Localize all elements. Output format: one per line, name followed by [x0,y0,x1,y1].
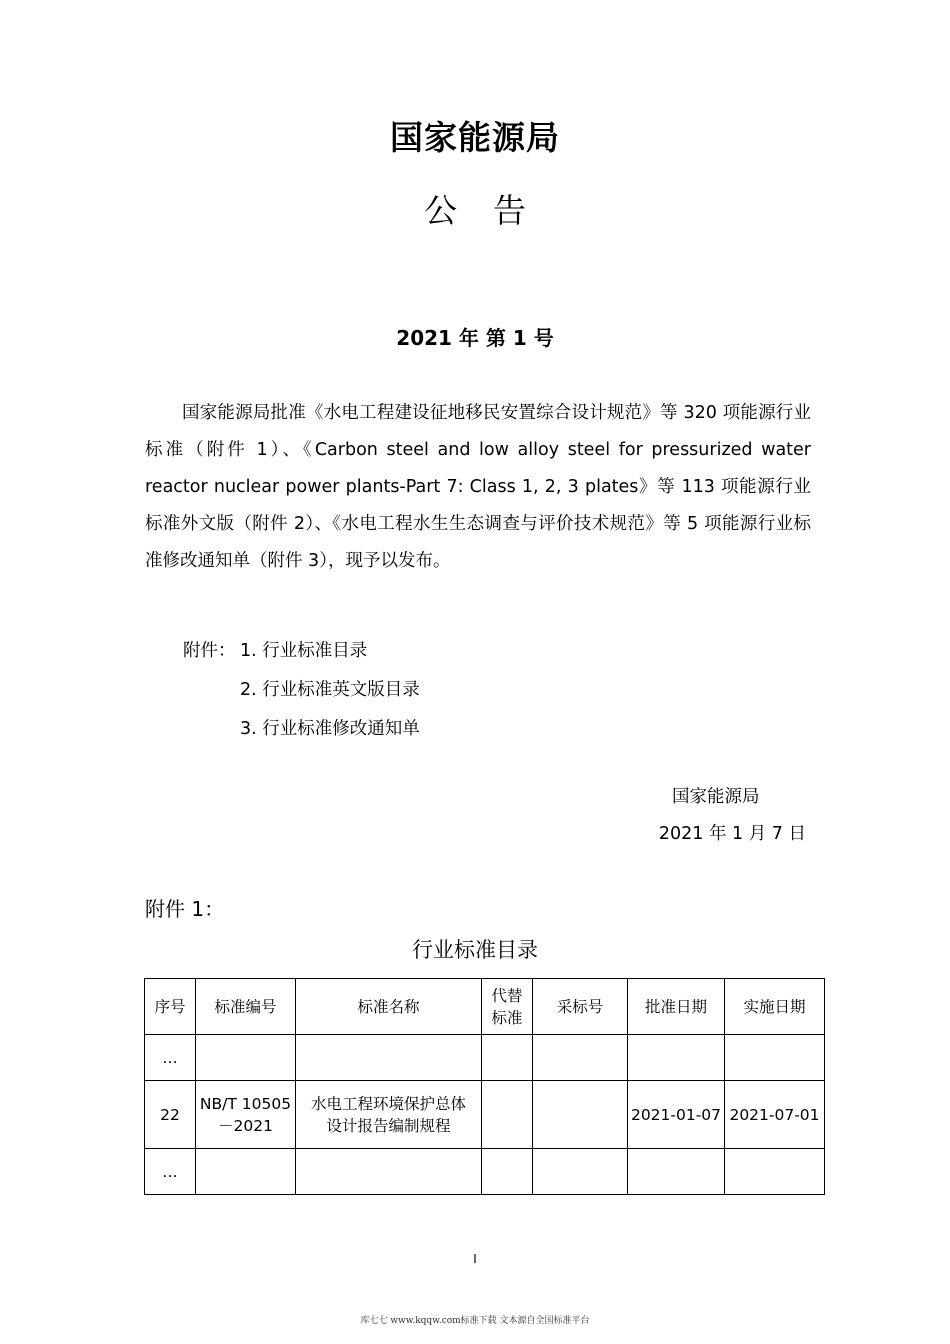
attachment-item-2: 2. 行业标准英文版目录 [240,680,420,700]
attachment-item-1: 1. 行业标准目录 [240,641,368,661]
col-header-approve: 批准日期 [628,979,725,1035]
col-header-seq: 序号 [145,979,196,1035]
col-header-name: 标准名称 [296,979,482,1035]
standards-list-title: 行业标准目录 [412,938,538,962]
annex-title: 附件 1： [145,897,225,921]
doc-type-title: 公告 [424,191,562,230]
cell-seq: … [145,1149,196,1195]
table-row [145,1081,825,1149]
table-row [145,1149,825,1195]
cell-seq: 22 [145,1081,196,1149]
doc-number: 2021 年 第 1 号 [396,326,554,350]
col-header-effective: 实施日期 [725,979,825,1035]
cell-name [296,1149,482,1195]
cell-replace [482,1081,533,1149]
attachment-item-3: 3. 行业标准修改通知单 [240,719,420,739]
table-header-row [145,979,825,1035]
cell-code: NB/T 10505－2021 [196,1081,296,1149]
cell-replace [482,1035,533,1081]
cell-code [196,1149,296,1195]
attachments-label: 附件： [183,641,236,661]
cell-effective [725,1149,825,1195]
page-number: I [473,1252,477,1266]
cell-adopt [533,1149,628,1195]
cell-adopt [533,1035,628,1081]
table-row [145,1035,825,1081]
cell-effective: 2021-07-01 [725,1081,825,1149]
cell-seq: … [145,1035,196,1081]
cell-name: 水电工程环境保护总体设计报告编制规程 [296,1081,482,1149]
cell-approve [628,1035,725,1081]
col-header-replace: 代替标准 [482,979,533,1035]
col-header-code: 标准编号 [196,979,296,1035]
cell-approve: 2021-01-07 [628,1081,725,1149]
cell-name [296,1035,482,1081]
cell-approve [628,1149,725,1195]
signature-date: 2021 年 1 月 7 日 [658,824,806,844]
cell-replace [482,1149,533,1195]
org-title: 国家能源局 [390,118,560,157]
cell-adopt [533,1081,628,1149]
cell-effective [725,1035,825,1081]
footer-watermark: 库七七 www.kqqw.com标准下载 文本源自全国标准平台 [360,1316,590,1326]
signature-org: 国家能源局 [672,787,760,807]
announcement-paragraph: 国家能源局批准《水电工程建设征地移民安置综合设计规范》等 320 项能源行业标准（附件 1）、《Carbon steel and low alloy steel for pressurized water reactor nuclear power plants-Part 7: Class 1, 2, 3 plates》等 113 项能源行业标准外文版（附件 2）、《水电工程水生生态调查与评价技术规范》等 5 项能源行业标准修改通知单（附件 3），现予以发布。 [145,403,811,571]
col-header-adopt: 采标号 [533,979,628,1035]
standards-table [144,978,825,1195]
cell-code [196,1035,296,1081]
